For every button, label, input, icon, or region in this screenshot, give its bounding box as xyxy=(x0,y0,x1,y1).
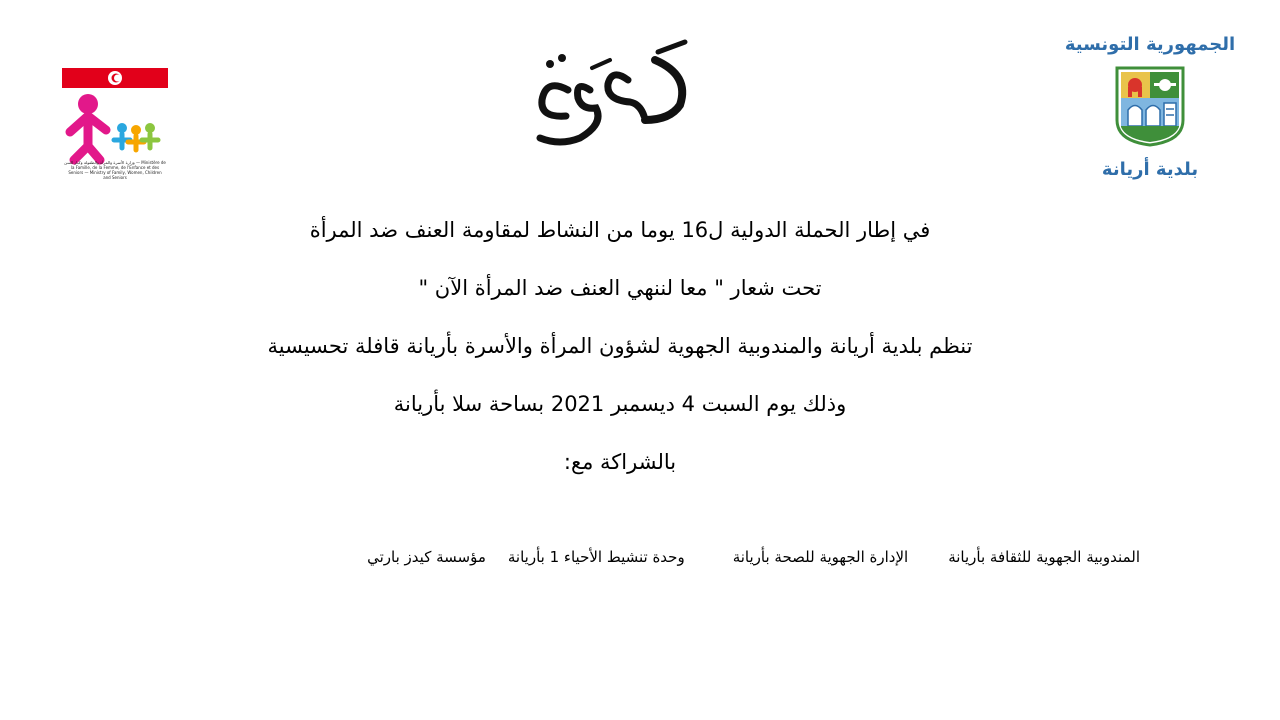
invitation-calligraphy-title xyxy=(520,20,700,150)
partners-list xyxy=(140,548,1140,566)
partner-item: وحدة تنشيط الأحياء 1 بأريانة xyxy=(507,548,685,566)
ariana-emblem-icon xyxy=(1114,65,1186,147)
body-line-organizers: تنظم بلدية أريانة والمندوبية الجهوية لشؤون المرأة والأسرة بأريانة قافلة تحسيسية xyxy=(267,334,973,358)
body-line-partnership: بالشراكة مع: xyxy=(563,450,677,474)
partner-item: الإدارة الجهوية للصحة بأريانة xyxy=(732,548,909,566)
partner-item: المندوبية الجهوية للثقافة بأريانة xyxy=(948,548,1140,566)
invitation-body xyxy=(140,208,1100,498)
body-line-campaign: في إطار الحملة الدولية ل16 يوما من النشاط لمقاومة العنف ضد المرأة xyxy=(309,218,931,242)
municipality-header xyxy=(1050,34,1250,180)
body-line-date-place: وذلك يوم السبت 4 ديسمبر 2021 بساحة سلا بأريانة xyxy=(393,392,847,416)
municipality-name: بلدية أريانة xyxy=(1101,159,1199,180)
partner-item: مؤسسة كيدز بارتي xyxy=(367,548,486,566)
republic-name: الجمهورية التونسية xyxy=(1064,34,1236,55)
body-line-slogan: تحت شعار " معا لننهي العنف ضد المرأة الآن " xyxy=(418,276,822,300)
ministry-caption: وزارة الأسرة والمرأة والطفولة وكبار السن — Ministère de la Famille, de la Femme, de l'Enfance et des Seniors — Ministry of Family, Women, Children and Seniors xyxy=(64,160,166,180)
